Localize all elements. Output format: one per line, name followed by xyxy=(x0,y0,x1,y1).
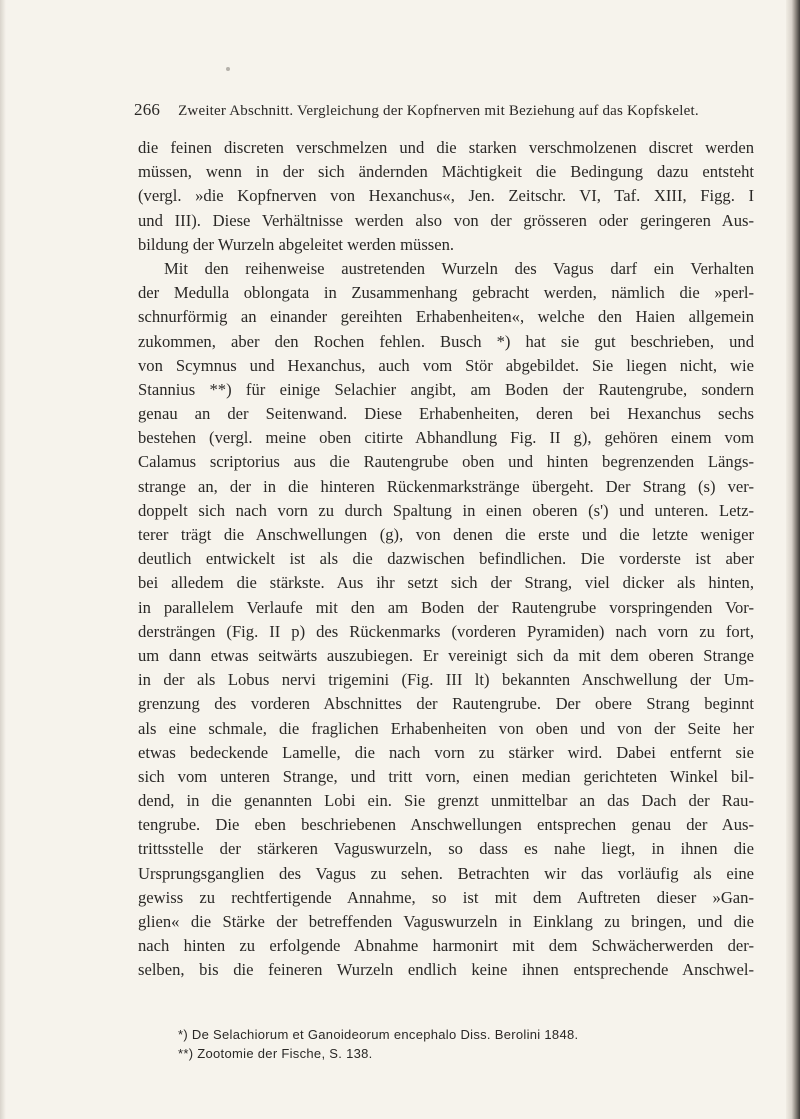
text-line: terer trägt die Anschwellungen (g), von denen die erste und die letzte weniger xyxy=(138,525,754,544)
text-line: Calamus scriptorius aus die Rautengrube oben und hinten begrenzenden Längs- xyxy=(138,452,754,472)
page-left-shadow xyxy=(0,0,6,1119)
footnotes xyxy=(178,1025,738,1063)
main-text xyxy=(138,136,754,983)
running-title: Zweiter Abschnitt. Vergleichung der Kopfnerven mit Beziehung auf das Kopfskelet. xyxy=(178,103,699,119)
text-line: als eine schmale, die fraglichen Erhabenheiten von oben und von der Seite her xyxy=(138,718,754,738)
text-line: in parallelem Verlaufe mit den am Boden der Rautengrube vorspringenden Vor- xyxy=(138,597,754,617)
text-line: doppelt sich nach vorn zu durch Spaltung in einen oberen (s') und unteren. Letz- xyxy=(138,500,754,520)
text-line: glien« die Stärke der betreffenden Vaguswurzeln in Einklang zu bringen, und die xyxy=(138,912,754,931)
text-line: trittsstelle der stärkeren Vaguswurzeln, so dass es nahe liegt, in ihnen die xyxy=(138,839,754,859)
text-line: grenzung des vorderen Abschnittes der Rautengrube. Der obere Strang beginnt xyxy=(138,694,754,714)
text-line: und III). Diese Verhältnisse werden also von der grösseren oder geringeren Aus- xyxy=(138,210,754,230)
text-line: zukommen, aber den Rochen fehlen. Busch *) hat sie gut beschrieben, und xyxy=(138,331,754,351)
footnote: **) Zootomie der Fische, S. 138. xyxy=(178,1046,373,1061)
text-line: tengrube. Die eben beschriebenen Anschwellungen entsprechen genau der Aus- xyxy=(138,815,754,835)
text-line: strange an, der in die hinteren Rückenmarkstränge übergeht. Der Strang (s) ver- xyxy=(138,476,754,496)
text-line: Stannius **) für einige Selachier angibt, am Boden der Rautengrube, sondern xyxy=(138,379,754,399)
text-line: sich vom unteren Strange, und tritt vorn, einen median gerichteten Winkel bil- xyxy=(138,766,754,786)
text-line: gewiss zu rechtfertigende Annahme, so ist mit dem Auftreten dieser »Gan- xyxy=(138,887,754,907)
text-line: müssen, wenn in der sich ändernden Mächtigkeit die Bedingung dazu entsteht xyxy=(138,162,754,182)
text-line: von Scymnus und Hexanchus, auch vom Stör abgebildet. Sie liegen nicht, wie xyxy=(138,355,754,375)
text-line: Ursprungsganglien des Vagus zu sehen. Betrachten wir das vorläufig als eine xyxy=(138,863,754,883)
footnote: *) De Selachiorum et Ganoideorum encephalo Diss. Berolini 1848. xyxy=(178,1027,579,1042)
text-line: die feinen discreten verschmelzen und die starken verschmolzenen discret werden xyxy=(138,138,754,157)
text-line: etwas bedeckende Lamelle, die nach vorn zu stärker wird. Dabei entfernt sie xyxy=(138,742,754,762)
text-line: genau an der Seitenwand. Diese Erhabenheiten, deren bei Hexanchus sechs xyxy=(138,404,754,424)
text-line: deutlich entwickelt ist als die dazwischen befindlichen. Die vorderste ist aber xyxy=(138,549,754,569)
paragraph xyxy=(138,257,754,983)
text-line: dersträngen (Fig. II p) des Rückenmarks (vorderen Pyramiden) nach vorn zu fort, xyxy=(138,621,754,641)
text-line: um dann etwas seitwärts auszubiegen. Er vereinigt sich da mit dem oberen Strange xyxy=(138,645,754,665)
text-line: (vergl. »die Kopfnerven von Hexanchus«, Jen. Zeitschr. VI, Taf. XIII, Figg. I xyxy=(138,186,754,206)
running-header xyxy=(134,100,734,122)
text-line: schnurförmig an einander gereihten Erhabenheiten«, welche den Haien allgemein xyxy=(138,307,754,327)
text-line: bestehen (vergl. meine oben citirte Abhandlung Fig. II g), gehören einem vom xyxy=(138,428,754,448)
page-right-edge xyxy=(786,0,800,1119)
text-line: Mit den reihenweise austretenden Wurzeln des Vagus darf ein Verhalten xyxy=(164,258,754,278)
text-line: der Medulla oblongata in Zusammenhang gebracht werden, nämlich die »perl- xyxy=(138,283,754,303)
text-line: selben, bis die feineren Wurzeln endlich keine ihnen entsprechende Anschwel- xyxy=(138,960,754,980)
text-line: bei alledem die stärkste. Aus ihr setzt sich der Strang, viel dicker als hinten, xyxy=(138,573,754,593)
text-line: nach hinten zu erfolgende Abnahme harmonirt mit dem Schwächerwerden der- xyxy=(138,936,754,956)
text-line: bildung der Wurzeln abgeleitet werden müssen. xyxy=(138,234,455,254)
text-line: dend, in die genannten Lobi ein. Sie grenzt unmittelbar an das Dach der Rau- xyxy=(138,791,754,811)
page-number: 266 xyxy=(134,100,161,119)
paper-speck xyxy=(226,67,230,71)
text-line: in der als Lobus nervi trigemini (Fig. III lt) bekannten Anschwellung der Um- xyxy=(138,670,754,690)
paragraph xyxy=(138,136,754,257)
